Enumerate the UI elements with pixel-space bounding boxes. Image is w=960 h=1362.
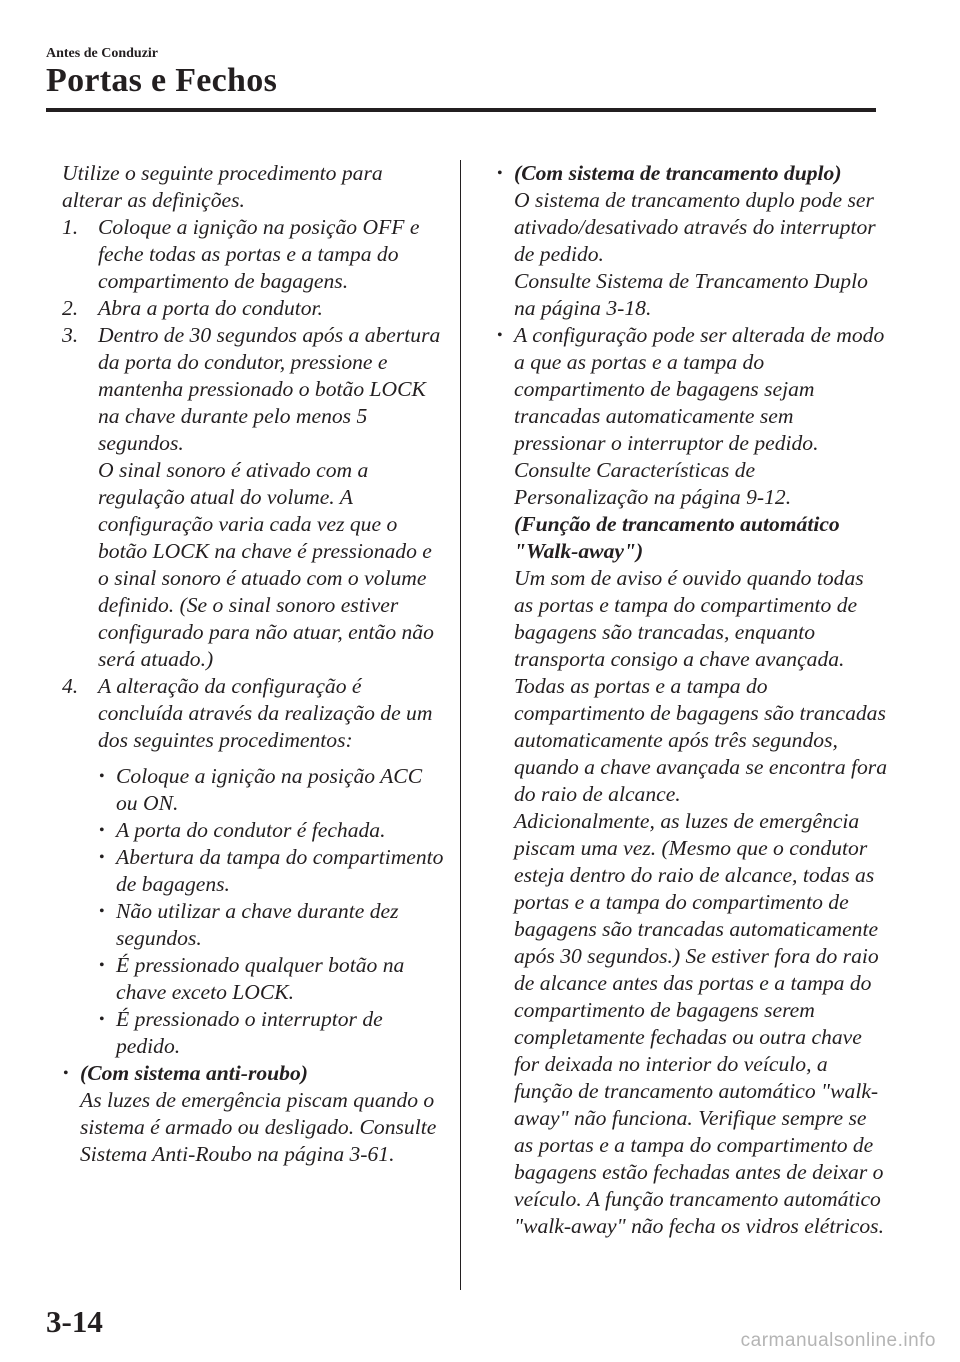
walkaway-p2: Todas as portas e a tampa do compartimento de bagagens são trancadas automaticamente após três segundos, quando a chave avançada se encontra fora do raio de alcance. <box>514 674 888 806</box>
step-text: A alteração da configuração é concluída através da realização de um dos seguintes procedimentos: <box>98 674 433 752</box>
custom-block <box>496 322 888 1240</box>
list-item <box>98 1006 447 1060</box>
bullet-icon: • <box>63 1065 69 1082</box>
antitheft-title: (Com sistema anti-roubo) <box>80 1061 308 1085</box>
antitheft-text: As luzes de emergência piscam quando o sistema é armado ou desligado. Consulte Sistema Anti-Roubo na página 3-61. <box>80 1088 437 1166</box>
step-note: O sinal sonoro é ativado com a regulação atual do volume. A configuração varia cada vez que o botão LOCK na chave é pressionado e o sinal sonoro é atuado com o volume definido. (Se o sinal sonoro estiver configurado para não atuar, então não será atuado.) <box>98 458 434 671</box>
column-divider <box>460 160 461 1290</box>
step-number: 1. <box>62 215 79 239</box>
right-column <box>496 160 888 1240</box>
bullet-icon: • <box>99 903 105 920</box>
step-4 <box>62 673 447 754</box>
step-text: Abra a porta do condutor. <box>98 296 323 320</box>
bullet-icon: • <box>99 1011 105 1028</box>
section-title: Antes de Conduzir <box>46 46 159 61</box>
list-item <box>98 952 447 1006</box>
double-lock-text: O sistema de trancamento duplo pode ser ativado/desativado através do interruptor de pedido. <box>514 188 876 266</box>
custom-ref: Consulte Características de Personalização na página 9-12. <box>514 458 792 509</box>
header-rule <box>46 108 876 112</box>
walkaway-p1: Um som de aviso é ouvido quando todas as portas e tampa do compartimento de bagagens são trancadas, enquanto transporta consigo a chave avançada. <box>514 566 864 671</box>
list-item-text: A porta do condutor é fechada. <box>116 818 386 842</box>
bullet-icon: • <box>497 327 503 344</box>
bullet-icon: • <box>99 849 105 866</box>
step-number: 2. <box>62 296 79 320</box>
page-number: 3-14 <box>46 1304 103 1339</box>
step-number: 4. <box>62 674 79 698</box>
bullet-icon: • <box>99 822 105 839</box>
chapter-title: Portas e Fechos <box>46 62 278 99</box>
watermark: carmanualsonline.info <box>740 1330 936 1351</box>
double-lock-title: (Com sistema de trancamento duplo) <box>514 161 842 185</box>
step-2 <box>62 295 447 322</box>
step-3 <box>62 322 447 673</box>
bullet-icon: • <box>99 957 105 974</box>
step-text: Coloque a ignição na posição OFF e feche todas as portas e a tampa do compartimento de bagagens. <box>98 215 420 293</box>
walkaway-p3: Adicionalmente, as luzes de emergência piscam uma vez. (Mesmo que o condutor esteja dentro do raio de alcance, todas as portas e a tampa do compartimento de bagagens são trancadas automaticamente após 30 segundos.) Se estiver fora do raio de alcance antes das portas e a tampa do compartimento de bagagens serem completamente fechadas ou outra chave for deixada no interior do veículo, a função de trancamento automático "walk-away" não funciona. Verifique sempre se as portas e a tampa do compartimento de bagagens estão fechadas antes de deixar o veículo. A função trancamento automático "walk-away" não fecha os vidros elétricos. <box>514 809 884 1238</box>
list-item <box>98 844 447 898</box>
step-text: Dentro de 30 segundos após a abertura da porta do condutor, pressione e mantenha pressionado o botão LOCK na chave durante pelo menos 5 segundos. <box>98 323 441 455</box>
intro-text: Utilize o seguinte procedimento para alterar as definições. <box>62 161 383 212</box>
walkaway-title: (Função de trancamento automático "Walk-away") <box>514 512 840 563</box>
completion-list <box>62 763 447 1060</box>
step-1 <box>62 214 447 295</box>
step-number: 3. <box>62 323 79 347</box>
antitheft-block <box>62 1060 447 1168</box>
list-item-text: É pressionado o interruptor de pedido. <box>116 1007 383 1058</box>
left-column <box>62 160 447 1168</box>
double-lock-ref: Consulte Sistema de Trancamento Duplo na página 3-18. <box>514 269 868 320</box>
bullet-icon: • <box>497 165 503 182</box>
double-lock-block <box>496 160 888 322</box>
list-item <box>98 817 447 844</box>
bullet-icon: • <box>99 768 105 785</box>
list-item-text: Não utilizar a chave durante dez segundos. <box>116 899 399 950</box>
list-item-text: É pressionado qualquer botão na chave exceto LOCK. <box>116 953 405 1004</box>
custom-text: A configuração pode ser alterada de modo a que as portas e a tampa do compartimento de bagagens sejam trancadas automaticamente sem pressionar o interruptor de pedido. <box>514 323 885 455</box>
list-item-text: Abertura da tampa do compartimento de bagagens. <box>116 845 444 896</box>
list-item-text: Coloque a ignição na posição ACC ou ON. <box>116 764 423 815</box>
list-item <box>98 898 447 952</box>
list-item <box>98 763 447 817</box>
